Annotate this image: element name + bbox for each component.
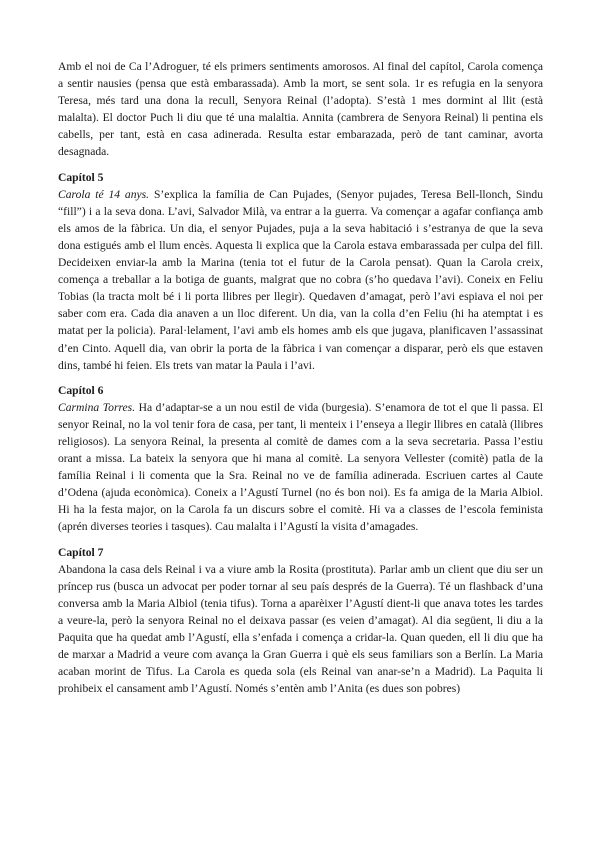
chapter-7-heading: Capítol 7 <box>58 545 104 559</box>
chapter-7-paragraph: Abandona la casa dels Reinal i va a viure amb la Rosita (prostituta). Parlar amb un client que diu ser un príncep rus (busca un advocat per poder tornar al seu país després de la Guerra). Té un flashback d’una conversa amb la Maria Albiol (tenia tifus). Torna a aparèixer l’Agustí dient-li que anava totes les tardes a veure-la, però la senyora Reinal no el deixava passar (es veien d’amagat). Al dia següent, li diu a la Paquita que ha quedat amb l’Agustí, ella s’enfada i comença a cridar-la. Quan queden, ell li diu que ha de marxar a Madrid a veure com avança la Gran Guerra i què els seus familiars son a Berlín. La Maria acaban morint de Tifus. La Carola es queda sola (els Reinal van anar-se’n a Madrid). La Paquita li prohibeix el cansament amb l’Agustí. Només s’entèn amb l’Anita (es dues son pobres) <box>58 562 543 696</box>
document-body <box>58 58 543 697</box>
chapter-6-body: Ha d’adaptar-se a un nou estil de vida (burgesia). S’enamora de tot el que li passa. El senyor Reinal, no la vol tenir fora de casa, per tant, li menteix i l’enseya a llegir llibres en català (llibres religiosos). La senyora Reinal, la presenta al comitè de dames com a la seva secretaria. Passa l’estiu orant a missa. La bateix la senyora que hi mana al comitè. La senyora Vellester (comitè) patla de la família Reinal i li comenta que la Sra. Reinal no ve de família adinerada. Escriuen cartes al Caute d’Odena (ajuda econòmica). Coneix a l’Agustí Turnel (no és bon noi). Es fa amiga de la Maria Albiol. Hi ha la festa major, on la Carola fa un discurs sobre el comitè. Hi va a classes de l’escola feminista (aprén diverses teories i tasques). Cau malalta i l’Agustí la visita d’amagades. <box>58 400 543 534</box>
chapter-5-heading: Capítol 5 <box>58 170 104 184</box>
chapter-5-paragraph <box>58 186 543 374</box>
intro-paragraph: Amb el noi de Ca l’Adroguer, té els primers sentiments amorosos. Al final del capítol, Carola comença a sentir nausies (pensa que està embarassada). Amb la mort, se sent sola. 1r es refugia en la senyora Teresa, més tard una dona la recull, Senyora Reinal (l’adopta). S’està 1 mes dormint al llit (està malalta). El doctor Puch li diu que té una malaltia. Annita (cambrera de Senyora Reinal) li pentina els cabells, per tant, està en casa adinerada. Resulta estar embarazada, però de tant caminar, avorta desagnada. <box>58 60 543 159</box>
chapter-6-paragraph <box>58 399 543 536</box>
chapter-6-heading: Capítol 6 <box>58 383 104 397</box>
chapter-6-lead: Carmina Torres. <box>58 400 136 414</box>
chapter-5-body: S’explica la família de Can Pujades, (Senyor pujades, Teresa Bell-llonch, Sindu “fill”) i a la seva dona. L’avi, Salvador Milà, va entrar a la guerra. Va començar a agafar confiança amb els amos de la fàbrica. Un dia, el senyor Pujades, puja a la seva habitació i s’estranya de que la seva dona estigués amb el llum encès. Aquesta li explica que la Carola estava embarassada per culpa del fill. Decideixen enviar-la amb la Marina (tenia tot el futur de la Carola pensat). Quan la Carola creix, comença a treballar a la botiga de guants, malgrat que no cobra (s’ho quedava l’avi). Coneix en Feliu Tobias (la tracta molt bé i li porta llibres per llegir). Quedaven d’amagat, però l’avi espiava el noi per saber com era. Cada dia anaven a un lloc diferent. Un dia, van la colla d’en Feliu (hi ha atemptat i es matat per la policia). Paral·lelament, l’avi amb els homes amb els que jugava, planificaven l’assassinat d’en Cinto. Aquell dia, van obrir la porta de la fàbrica i van començar a disparar, però els que estaven dins, també hi feien. Els trets van matar la Paula i l’avi. <box>58 187 544 372</box>
chapter-5-lead: Carola té 14 anys. <box>58 187 150 201</box>
